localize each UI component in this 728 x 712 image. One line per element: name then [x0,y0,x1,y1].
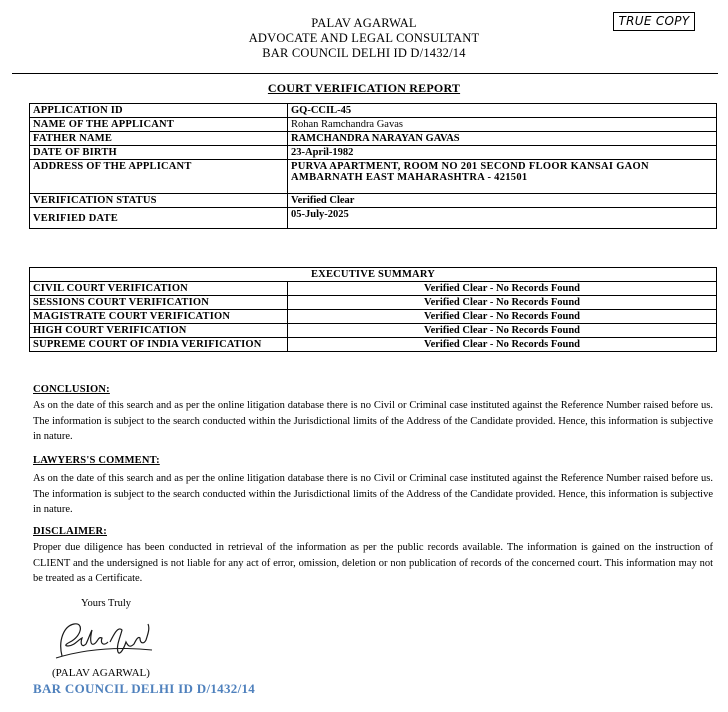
field-label: VERIFICATION STATUS [30,194,288,208]
field-value: Rohan Ramchandra Gavas [288,118,717,132]
field-label: DATE OF BIRTH [30,146,288,160]
field-value: GQ-CCIL-45 [288,104,717,118]
summary-heading: EXECUTIVE SUMMARY [30,268,717,282]
table-row [30,208,717,229]
applicant-details-table [29,103,717,229]
table-row [30,324,717,338]
court-label: SUPREME COURT OF INDIA VERIFICATION [30,338,288,352]
court-status: Verified Clear - No Records Found [288,282,717,296]
court-status: Verified Clear - No Records Found [288,338,717,352]
court-status: Verified Clear - No Records Found [288,324,717,338]
court-label: HIGH COURT VERIFICATION [30,324,288,338]
table-row [30,132,717,146]
conclusion-title: CONCLUSION: [33,384,110,395]
executive-summary-table [29,267,717,352]
field-label: APPLICATION ID [30,104,288,118]
yours-truly: Yours Truly [81,598,132,609]
table-row [30,160,717,194]
advocate-designation: ADVOCATE AND LEGAL CONSULTANT [248,31,480,45]
true-copy-stamp: TRUE COPY [613,12,695,31]
table-row [30,338,717,352]
field-value: Verified Clear [288,194,717,208]
court-label: MAGISTRATE COURT VERIFICATION [30,310,288,324]
field-label: VERIFIED DATE [30,208,288,229]
court-label: CIVIL COURT VERIFICATION [30,282,288,296]
field-value: RAMCHANDRA NARAYAN GAVAS [288,132,717,146]
field-label: FATHER NAME [30,132,288,146]
field-label: ADDRESS OF THE APPLICANT [30,160,288,194]
table-row [30,118,717,132]
signature-image [52,616,157,664]
disclaimer-text: Proper due diligence has been conducted in retrieval of the information as per the public records available. The information is gained on the instruction of CLIENT and the undersigned is not liable for any act of error, omission, deletion or non publication of records of the concerned court. This information may not be treated as a Certificate. [33,542,713,584]
header-divider [12,73,718,74]
table-row [30,296,717,310]
field-value: 23-April-1982 [288,146,717,160]
table-row [30,310,717,324]
court-status: Verified Clear - No Records Found [288,310,717,324]
table-row [30,104,717,118]
table-row [30,146,717,160]
lawyers-comment-text: As on the date of this search and as per the online litigation database there is no Civil or Criminal case instituted against the Reference Number raised before us. The information is subject to the search conducted within the Jurisdictional limits of the Address of the Candidate provided. Hence, this information is subjective in nature. [33,473,713,515]
court-status: Verified Clear - No Records Found [288,296,717,310]
footer-bar-council-id: BAR COUNCIL DELHI ID D/1432/14 [33,681,256,696]
disclaimer-title: DISCLAIMER: [33,526,107,537]
advocate-name: PALAV AGARWAL [311,16,417,30]
field-value: 05-July-2025 [288,208,717,229]
bar-council-id: BAR COUNCIL DELHI ID D/1432/14 [262,46,466,60]
table-row [30,282,717,296]
report-title: COURT VERIFICATION REPORT [267,81,461,95]
court-label: SESSIONS COURT VERIFICATION [30,296,288,310]
signatory-name: (PALAV AGARWAL) [52,667,150,679]
table-header-row [30,268,717,282]
conclusion-text: As on the date of this search and as per the online litigation database there is no Civil or Criminal case instituted against the Reference Number raised before us. The information is subject to the search conducted within the Jurisdictional limits of the Address of the Candidate provided. Hence, this information is subjective in nature. [33,400,713,442]
field-label: NAME OF THE APPLICANT [30,118,288,132]
table-row [30,194,717,208]
field-value: PURVA APARTMENT, ROOM NO 201 SECOND FLOOR KANSAI GAON AMBARNATH EAST MAHARASHTRA - 421501 [288,160,717,194]
lawyers-comment-title: LAWYERS'S COMMENT: [33,455,160,466]
